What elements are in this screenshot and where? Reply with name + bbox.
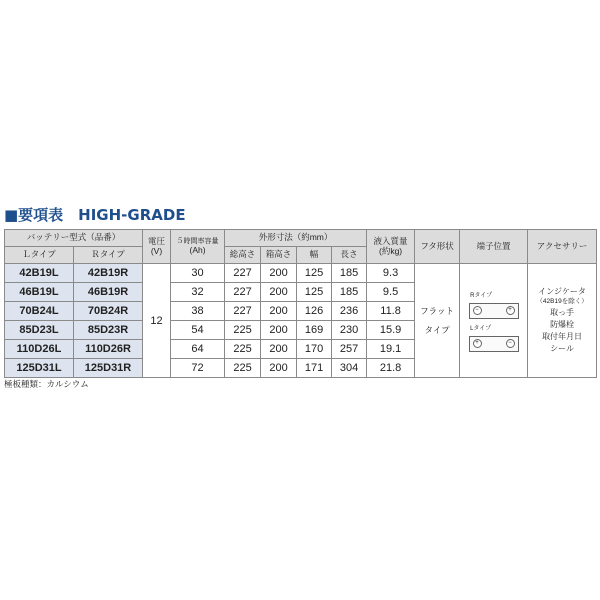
model-l: 46B19L bbox=[5, 283, 74, 302]
width-cell: 126 bbox=[297, 302, 332, 321]
accessories-list bbox=[528, 264, 597, 378]
length-cell: 185 bbox=[332, 283, 367, 302]
model-r: 85D23R bbox=[74, 321, 143, 340]
total-height-cell: 225 bbox=[225, 359, 261, 378]
accessory-note: （42B19を除く） bbox=[536, 298, 588, 306]
accessory-item: 取っ手 bbox=[550, 307, 575, 317]
model-r: 70B24R bbox=[74, 302, 143, 321]
voltage-value: 12 bbox=[143, 264, 171, 378]
header-battery-model: バッテリー型式（品番） bbox=[5, 230, 143, 247]
terminal-plus-icon: + bbox=[473, 339, 482, 348]
terminal-l-label: Lタイプ bbox=[470, 325, 492, 332]
width-cell: 125 bbox=[297, 264, 332, 283]
header-cover-shape: フタ形状 bbox=[415, 230, 460, 264]
capacity-cell: 54 bbox=[171, 321, 225, 340]
header-total-height: 総高さ bbox=[225, 247, 261, 264]
header-box-height: 箱高さ bbox=[261, 247, 297, 264]
header-r-type: Ｒタイプ bbox=[74, 247, 143, 264]
footnote: 極板種類：カルシウム bbox=[4, 380, 89, 390]
total-height-cell: 227 bbox=[225, 283, 261, 302]
terminal-plus-icon: + bbox=[506, 306, 515, 315]
box-height-cell: 200 bbox=[261, 264, 297, 283]
length-cell: 230 bbox=[332, 321, 367, 340]
box-height-cell: 200 bbox=[261, 340, 297, 359]
length-cell: 257 bbox=[332, 340, 367, 359]
accessory-item: インジケータ bbox=[538, 287, 586, 297]
header-width: 幅 bbox=[297, 247, 332, 264]
accessory-item: シール bbox=[550, 343, 574, 353]
weight-cell: 11.8 bbox=[367, 302, 415, 321]
terminal-minus-icon: − bbox=[473, 306, 482, 315]
accessory-item: 取付年月日 bbox=[542, 331, 583, 341]
accessory-item: 防爆栓 bbox=[550, 319, 575, 329]
weight-cell: 21.8 bbox=[367, 359, 415, 378]
length-cell: 185 bbox=[332, 264, 367, 283]
width-cell: 171 bbox=[297, 359, 332, 378]
header-capacity: ５時間率容量 (Ah) bbox=[171, 230, 225, 264]
total-height-cell: 227 bbox=[225, 264, 261, 283]
total-height-cell: 225 bbox=[225, 321, 261, 340]
model-r: 125D31R bbox=[74, 359, 143, 378]
cover-shape-value: フラット タイプ bbox=[415, 264, 460, 378]
header-row-1 bbox=[5, 230, 597, 247]
capacity-cell: 72 bbox=[171, 359, 225, 378]
header-weight: 液入質量 (約kg) bbox=[367, 230, 415, 264]
weight-cell: 9.3 bbox=[367, 264, 415, 283]
terminal-diagram bbox=[460, 264, 528, 378]
width-cell: 125 bbox=[297, 283, 332, 302]
capacity-cell: 64 bbox=[171, 340, 225, 359]
header-l-type: Ｌタイプ bbox=[5, 247, 74, 264]
header-terminal-position: 端子位置 bbox=[460, 230, 528, 264]
header-voltage: 電圧 (V) bbox=[143, 230, 171, 264]
model-r: 46B19R bbox=[74, 283, 143, 302]
table-row bbox=[5, 264, 597, 283]
width-cell: 169 bbox=[297, 321, 332, 340]
weight-cell: 15.9 bbox=[367, 321, 415, 340]
weight-cell: 19.1 bbox=[367, 340, 415, 359]
header-accessories: アクセサリー bbox=[528, 230, 597, 264]
model-l: 110D26L bbox=[5, 340, 74, 359]
length-cell: 304 bbox=[332, 359, 367, 378]
capacity-cell: 30 bbox=[171, 264, 225, 283]
box-height-cell: 200 bbox=[261, 321, 297, 340]
total-height-cell: 225 bbox=[225, 340, 261, 359]
section-title bbox=[4, 203, 186, 225]
box-height-cell: 200 bbox=[261, 283, 297, 302]
box-height-cell: 200 bbox=[261, 302, 297, 321]
total-height-cell: 227 bbox=[225, 302, 261, 321]
battery-l-type-icon bbox=[469, 336, 519, 352]
capacity-cell: 38 bbox=[171, 302, 225, 321]
model-l: 70B24L bbox=[5, 302, 74, 321]
section-title-text: ■要項表 HIGH-GRADE bbox=[4, 205, 186, 224]
model-r: 110D26R bbox=[74, 340, 143, 359]
spec-table bbox=[4, 229, 597, 378]
length-cell: 236 bbox=[332, 302, 367, 321]
model-l: 42B19L bbox=[5, 264, 74, 283]
model-l: 85D23L bbox=[5, 321, 74, 340]
battery-r-type-icon bbox=[469, 303, 519, 319]
capacity-cell: 32 bbox=[171, 283, 225, 302]
header-length: 長さ bbox=[332, 247, 367, 264]
width-cell: 170 bbox=[297, 340, 332, 359]
terminal-minus-icon: − bbox=[506, 339, 515, 348]
model-l: 125D31L bbox=[5, 359, 74, 378]
model-r: 42B19R bbox=[74, 264, 143, 283]
terminal-r-label: Rタイプ bbox=[470, 292, 493, 299]
box-height-cell: 200 bbox=[261, 359, 297, 378]
header-dimensions: 外形寸法（約mm） bbox=[225, 230, 367, 247]
weight-cell: 9.5 bbox=[367, 283, 415, 302]
